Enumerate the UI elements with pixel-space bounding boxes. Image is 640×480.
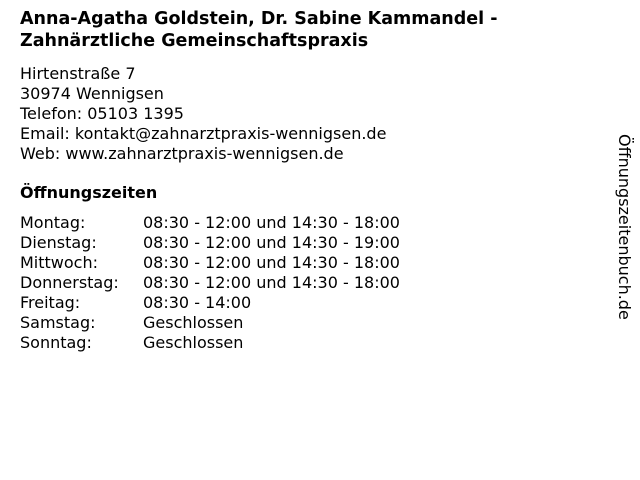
site-watermark: Öffnungszeitenbuch.de	[615, 134, 634, 320]
hours-row-friday	[20, 293, 400, 313]
time-value: 08:30 - 12:00 und 14:30 - 18:00	[143, 273, 400, 292]
time-value: 08:30 - 14:00	[143, 293, 252, 312]
practice-title: Anna-Agatha Goldstein, Dr. Sabine Kammandel - Zahnärztliche Gemeinschaftspraxis	[20, 9, 498, 51]
hours-row-monday	[20, 213, 400, 233]
city-postal-code: 30974 Wennigsen	[20, 84, 164, 103]
opening-hours-heading: Öffnungszeiten	[20, 183, 158, 202]
time-value: 08:30 - 12:00 und 14:30 - 19:00	[143, 233, 400, 252]
contact-block	[20, 64, 386, 164]
hours-row-saturday	[20, 313, 400, 333]
phone-number: Telefon: 05103 1395	[20, 104, 184, 123]
day-label: Sonntag:	[20, 333, 92, 352]
email-address: Email: kontakt@zahnarztpraxis-wennigsen.de	[20, 124, 387, 143]
hours-row-sunday	[20, 333, 400, 353]
website-address: Web: www.zahnarztpraxis-wennigsen.de	[20, 144, 344, 163]
day-label: Dienstag:	[20, 233, 97, 252]
hours-row-wednesday	[20, 253, 400, 273]
time-value: Geschlossen	[143, 333, 244, 352]
time-value: 08:30 - 12:00 und 14:30 - 18:00	[143, 253, 400, 272]
hours-row-tuesday	[20, 233, 400, 253]
time-value: 08:30 - 12:00 und 14:30 - 18:00	[143, 213, 400, 232]
day-label: Freitag:	[20, 293, 81, 312]
day-label: Donnerstag:	[20, 273, 119, 292]
opening-hours-table	[20, 213, 400, 353]
time-value: Geschlossen	[143, 313, 244, 332]
day-label: Montag:	[20, 213, 86, 232]
day-label: Mittwoch:	[20, 253, 98, 272]
street-address: Hirtenstraße 7	[20, 64, 136, 83]
day-label: Samstag:	[20, 313, 96, 332]
hours-row-thursday	[20, 273, 400, 293]
